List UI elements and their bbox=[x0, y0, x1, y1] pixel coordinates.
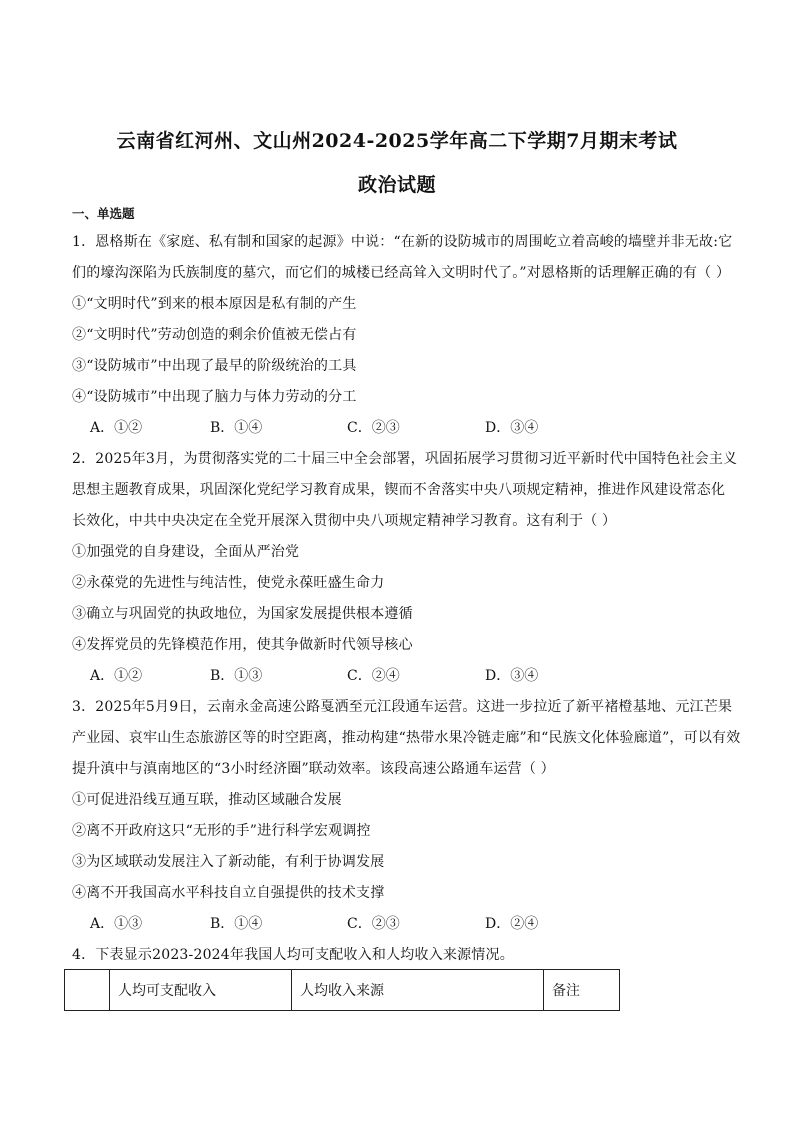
question-3-line-2: 产业园、哀牢山生态旅游区等的时空距离，推动构建“热带水果冷链走廊”和“民族文化体验廊道”，可以有效 bbox=[72, 730, 741, 746]
question-2-line-3: 长效化，中共中央决定在全党开展深入贯彻中央八项规定精神学习教育。这有利于（ ） bbox=[72, 513, 617, 529]
question-2-option-c[interactable]: C．②④ bbox=[347, 668, 400, 684]
table-header-cell: 人均收入来源 bbox=[292, 970, 544, 1011]
question-3-statement-1: ①可促进沿线互通互联，推动区域融合发展 bbox=[72, 792, 342, 808]
question-3-option-d[interactable]: D．②④ bbox=[485, 916, 539, 932]
question-3-option-b[interactable]: B．①④ bbox=[210, 916, 263, 932]
table-row bbox=[65, 970, 620, 1011]
question-2-statement-2: ②永葆党的先进性与纯洁性，使党永葆旺盛生命力 bbox=[72, 575, 385, 591]
question-1-option-b[interactable]: B．①④ bbox=[210, 420, 263, 436]
question-3-statement-2: ②离不开政府这只“无形的手”进行科学宏观调控 bbox=[72, 823, 371, 839]
table-header-cell: 人均可支配收入 bbox=[110, 970, 292, 1011]
question-1-line-1: 1．恩格斯在《家庭、私有制和国家的起源》中说：“在新的设防城市的周围屹立着高峻的墙壁并非无故:它 bbox=[72, 234, 733, 250]
question-2-option-a[interactable]: A．①② bbox=[90, 668, 143, 684]
question-3-statement-4: ④离不开我国高水平科技自立自强提供的技术支撑 bbox=[72, 885, 385, 901]
table-header-cell: 备注 bbox=[544, 970, 620, 1011]
question-2-line-2: 思想主题教育成果，巩固深化党纪学习教育成果，锲而不舍落实中央八项规定精神，推进作风建设常态化 bbox=[72, 482, 726, 498]
question-2-statement-1: ①加强党的自身建设，全面从严治党 bbox=[72, 544, 300, 560]
question-1-option-a[interactable]: A．①② bbox=[90, 420, 143, 436]
question-1-option-d[interactable]: D．③④ bbox=[485, 420, 539, 436]
question-2-option-d[interactable]: D．③④ bbox=[485, 668, 539, 684]
question-4-line-1: 4．下表显示2023-2024年我国人均可支配收入和人均收入来源情况。 bbox=[72, 947, 514, 963]
question-2-statement-4: ④发挥党员的先锋模范作用，使其争做新时代领导核心 bbox=[72, 637, 413, 653]
question-1-statement-1: ①“文明时代”到来的根本原因是私有制的产生 bbox=[72, 296, 357, 312]
question-1-statement-4: ④“设防城市”中出现了脑力与体力劳动的分工 bbox=[72, 389, 357, 405]
question-1-line-2: 们的壕沟深陷为氏族制度的墓穴，而它们的城楼已经高耸入文明时代了。”对恩格斯的话理解正确的有（ ） bbox=[72, 265, 731, 281]
exam-subtitle: 政治试题 bbox=[357, 174, 436, 196]
exam-title: 云南省红河州、文山州2024-2025学年高二下学期7月期末考试 bbox=[116, 130, 678, 152]
question-1-options bbox=[90, 417, 538, 437]
question-3-option-a[interactable]: A．①③ bbox=[90, 916, 143, 932]
question-3-statement-3: ③为区域联动发展注入了新动能，有利于协调发展 bbox=[72, 854, 385, 870]
question-3-line-3: 提升滇中与滇南地区的“3小时经济圈”联动效率。该段高速公路通车运营（ ） bbox=[72, 761, 555, 777]
question-3-options bbox=[90, 913, 538, 933]
section-heading: 一、单选题 bbox=[72, 206, 135, 221]
question-1-statement-2: ②“文明时代”劳动创造的剩余价值被无偿占有 bbox=[72, 327, 357, 343]
question-2-line-1: 2．2025年3月，为贯彻落实党的二十届三中全会部署，巩固拓展学习贯彻习近平新时代中国特色社会主义 bbox=[72, 451, 738, 467]
question-2-options bbox=[90, 665, 538, 685]
question-2-option-b[interactable]: B．①③ bbox=[210, 668, 263, 684]
question-3-line-1: 3．2025年5月9日，云南永金高速公路戛洒至元江段通车运营。这进一步拉近了新平褚橙基地、元江芒果 bbox=[72, 699, 733, 715]
question-2-statement-3: ③确立与巩固党的执政地位，为国家发展提供根本遵循 bbox=[72, 606, 413, 622]
question-1-option-c[interactable]: C．②③ bbox=[347, 420, 400, 436]
question-1-statement-3: ③“设防城市”中出现了最早的阶级统治的工具 bbox=[72, 358, 357, 374]
question-3-option-c[interactable]: C．②③ bbox=[347, 916, 400, 932]
income-table bbox=[64, 969, 620, 1011]
table-header-cell bbox=[65, 970, 110, 1011]
